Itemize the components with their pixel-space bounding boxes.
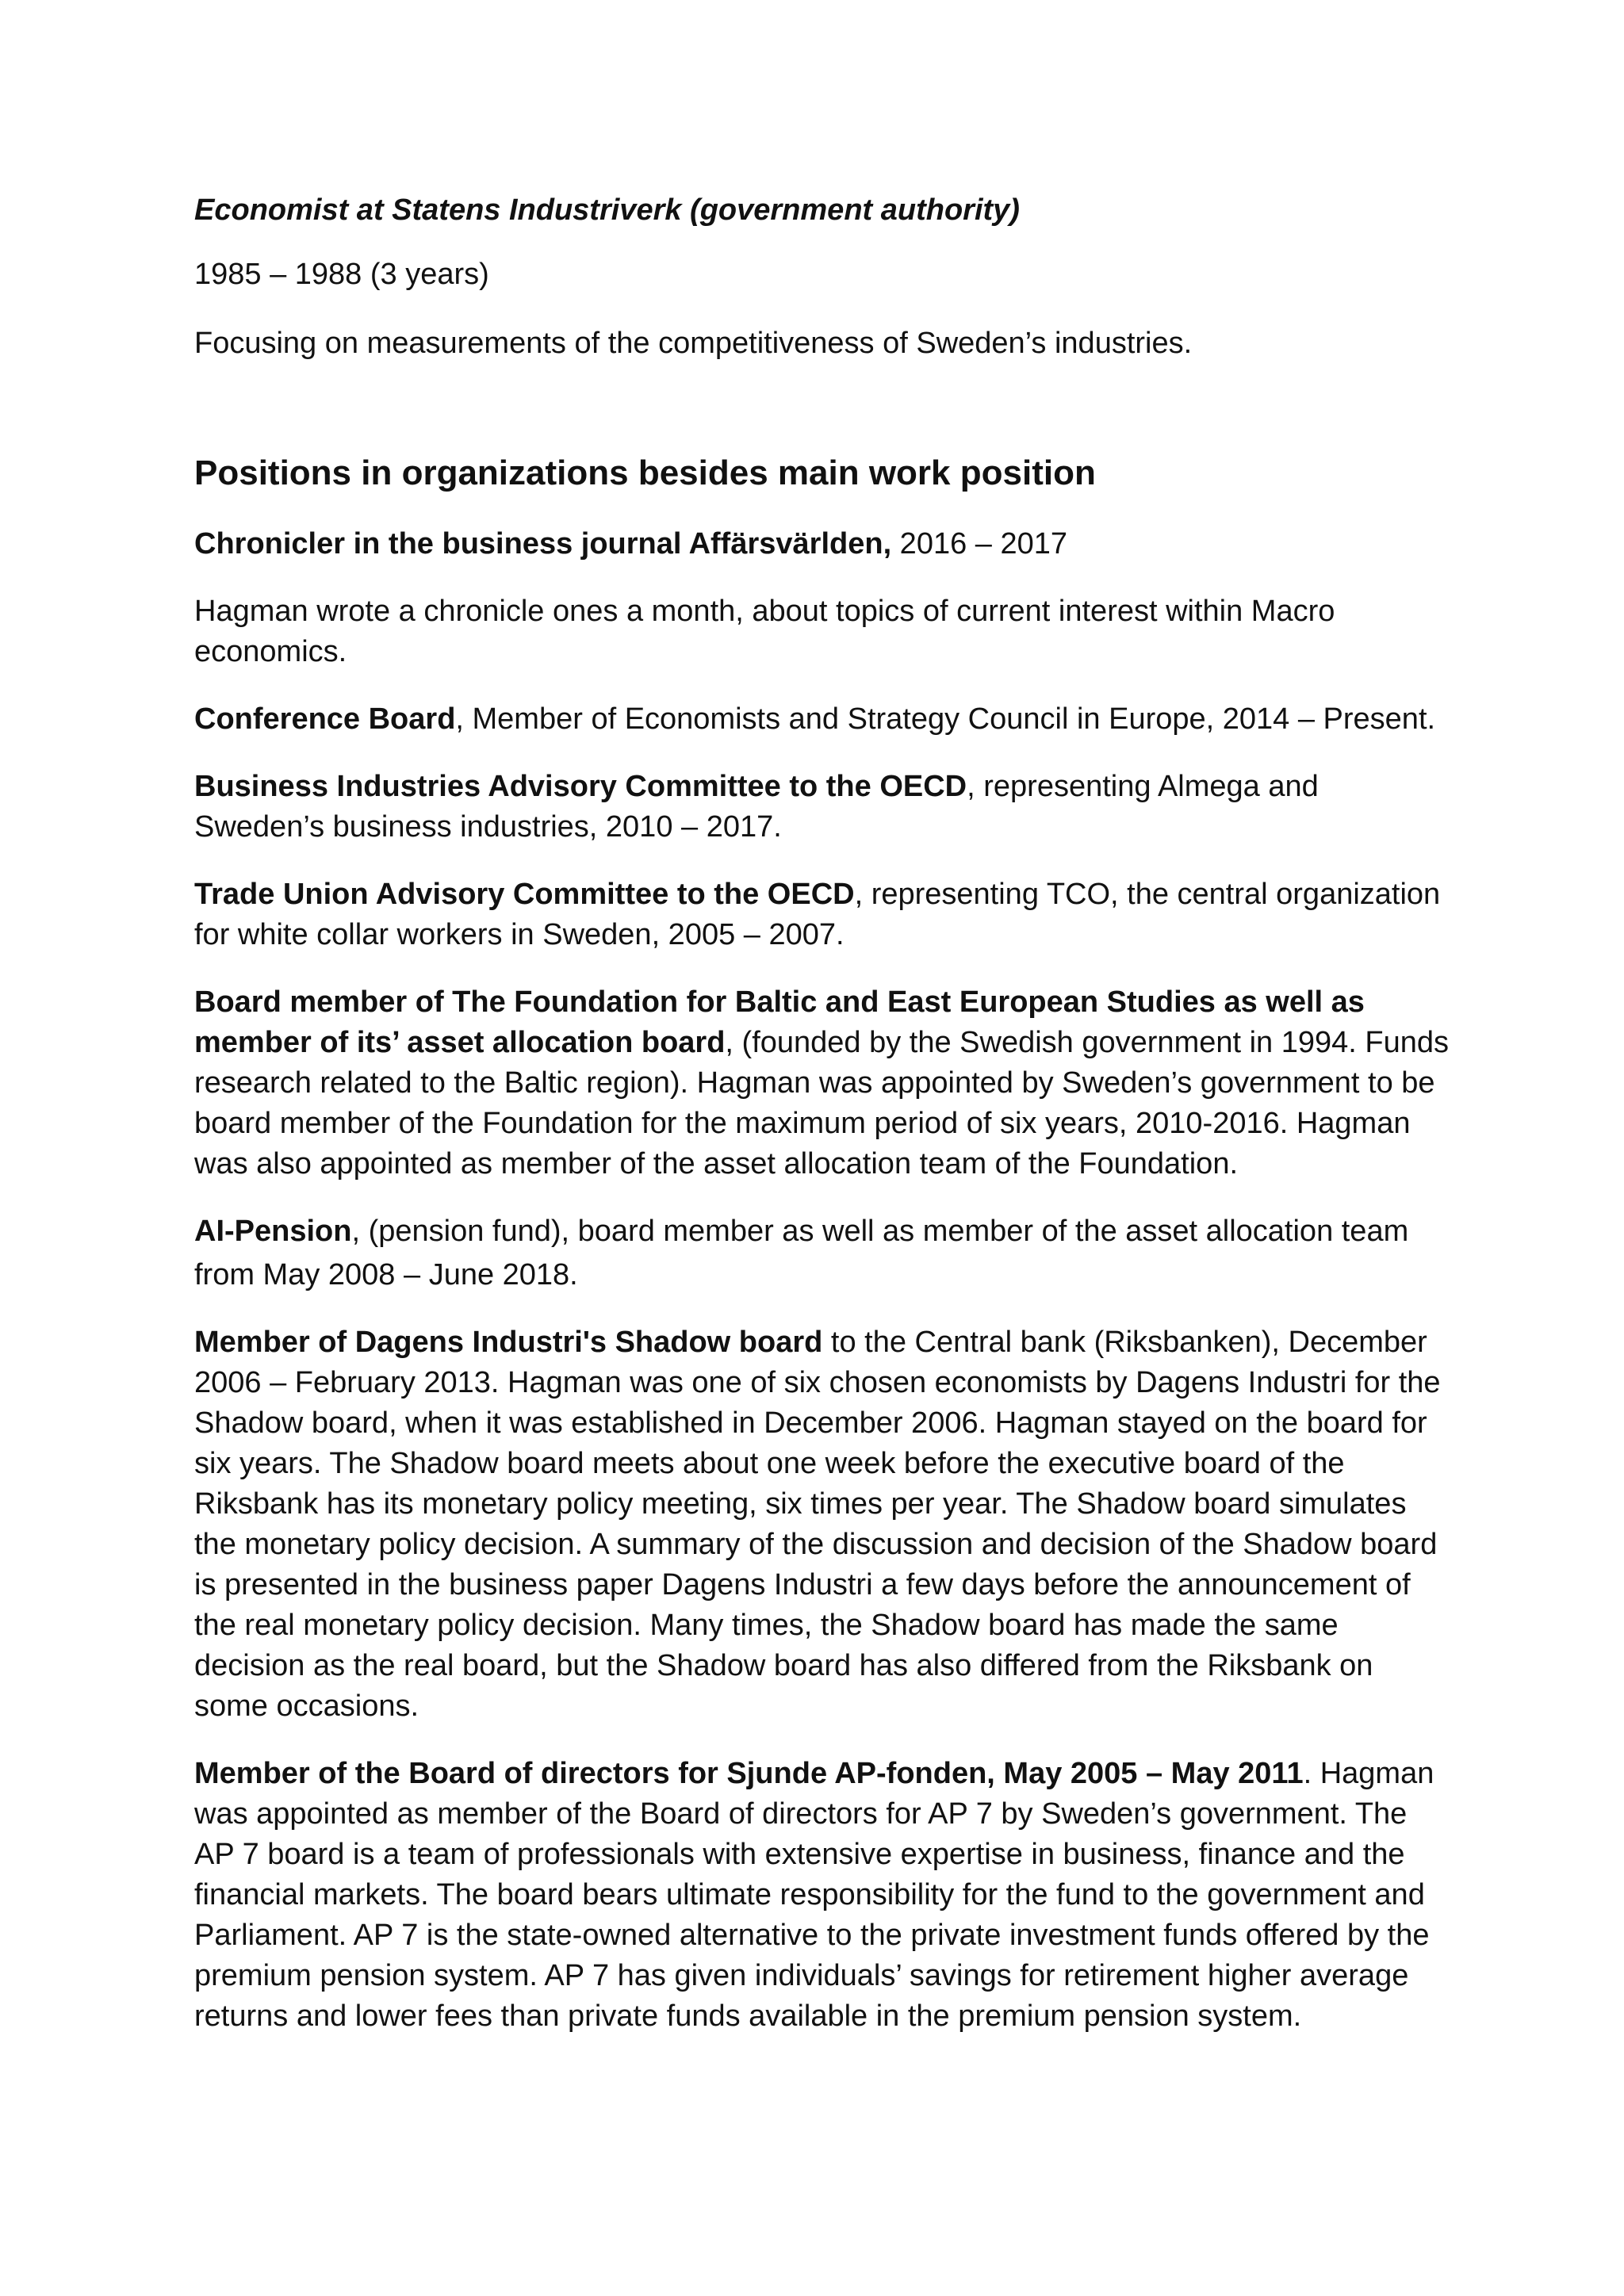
entry-baltic-foundation: [194, 982, 1451, 1184]
entry-tuac-title: Trade Union Advisory Committee to the OECD: [194, 878, 855, 911]
entry-shadow-board-text: to the Central bank (Riksbanken), December 2006 – February 2013. Hagman was one of six chosen economists by Dagens Industri for the Shadow board, when it was established in December 2006. Hagman stayed on the board for six years. The Shadow board meets about one week before the executive board of the Riksbank has its monetary policy meeting, six times per year. The Shadow board simulates the monetary policy decision. A summary of the discussion and decision of the Shadow board is presented in the business paper Dagens Industri a few days before the announcement of the real monetary policy decision. Many times, the Shadow board has made the same decision as the real board, but the Shadow board has also differed from the Riksbank on some occasions.: [194, 1326, 1441, 1723]
entry-shadow-board: [194, 1322, 1451, 1727]
entry-shadow-board-title: Member of Dagens Industri's Shadow board: [194, 1326, 823, 1359]
job-description: Focusing on measurements of the competitiveness of Sweden’s industries.: [194, 327, 1193, 360]
entry-ap7-board: [194, 1754, 1451, 2037]
entry-biac-title: Business Industries Advisory Committee to the OECD: [194, 770, 967, 803]
entry-tuac: [194, 874, 1451, 955]
entry-conference-board: [194, 699, 1451, 740]
entry-ap7-board-text: . Hagman was appointed as member of the Board of directors for AP 7 by Sweden’s government. The AP 7 board is a team of professionals with extensive expertise in business, finance and the financial markets. The board bears ultimate responsibility for the fund to the government and Parliament. AP 7 is the state-owned alternative to the private investment funds offered by the premium pension system. AP 7 has given individuals’ savings for retirement higher average returns and lower fees than private funds available in the premium pension system.: [194, 1757, 1434, 2033]
entry-baltic-foundation-text: , (founded by the Swedish government in 1994. Funds research related to the Baltic region). Hagman was appointed by Sweden’s government to be board member of the Foundation for the maximum period of six years, 2010-2016. Hagman was also appointed as member of the asset allocation team of the Foundation.: [194, 1026, 1449, 1181]
entry-ai-pension-title: AI-Pension: [194, 1215, 352, 1248]
entry-chronicler-description: Hagman wrote a chronicle ones a month, about topics of current interest within Macro economics.: [194, 595, 1335, 668]
entry-biac-text: , representing Almega and Sweden’s business industries, 2010 – 2017.: [194, 770, 1319, 844]
entry-tuac-text: , representing TCO, the central organization for white collar workers in Sweden, 2005 – 2007.: [194, 878, 1441, 951]
job-period: 1985 – 1988 (3 years): [194, 258, 489, 291]
entry-chronicler-title: Chronicler in the business journal Affärsvärlden,: [194, 527, 892, 561]
job-title: Economist at Statens Industriverk (government authority): [194, 193, 1020, 227]
entry-chronicler-text: 2016 – 2017: [891, 527, 1068, 561]
document-page: [194, 190, 1451, 2064]
entry-ai-pension-period: from May 2008 – June 2018.: [194, 1258, 578, 1292]
entry-ai-pension-text: , (pension fund), board member as well as member of the asset allocation team: [351, 1215, 1409, 1248]
section-heading: Positions in organizations besides main work position: [194, 453, 1096, 492]
entry-biac: [194, 767, 1451, 848]
entry-ap7-board-title: Member of the Board of directors for Sjunde AP-fonden, May 2005 – May 2011: [194, 1757, 1304, 1790]
entry-baltic-foundation-title: Board member of The Foundation for Baltic and East European Studies as well as member of its’ asset allocation board: [194, 985, 1365, 1059]
entry-ai-pension: [194, 1211, 1451, 1295]
entry-conference-board-text: , Member of Economists and Strategy Council in Europe, 2014 – Present.: [455, 702, 1436, 736]
entry-conference-board-title: Conference Board: [194, 702, 456, 736]
entry-chronicler: [194, 524, 1451, 564]
